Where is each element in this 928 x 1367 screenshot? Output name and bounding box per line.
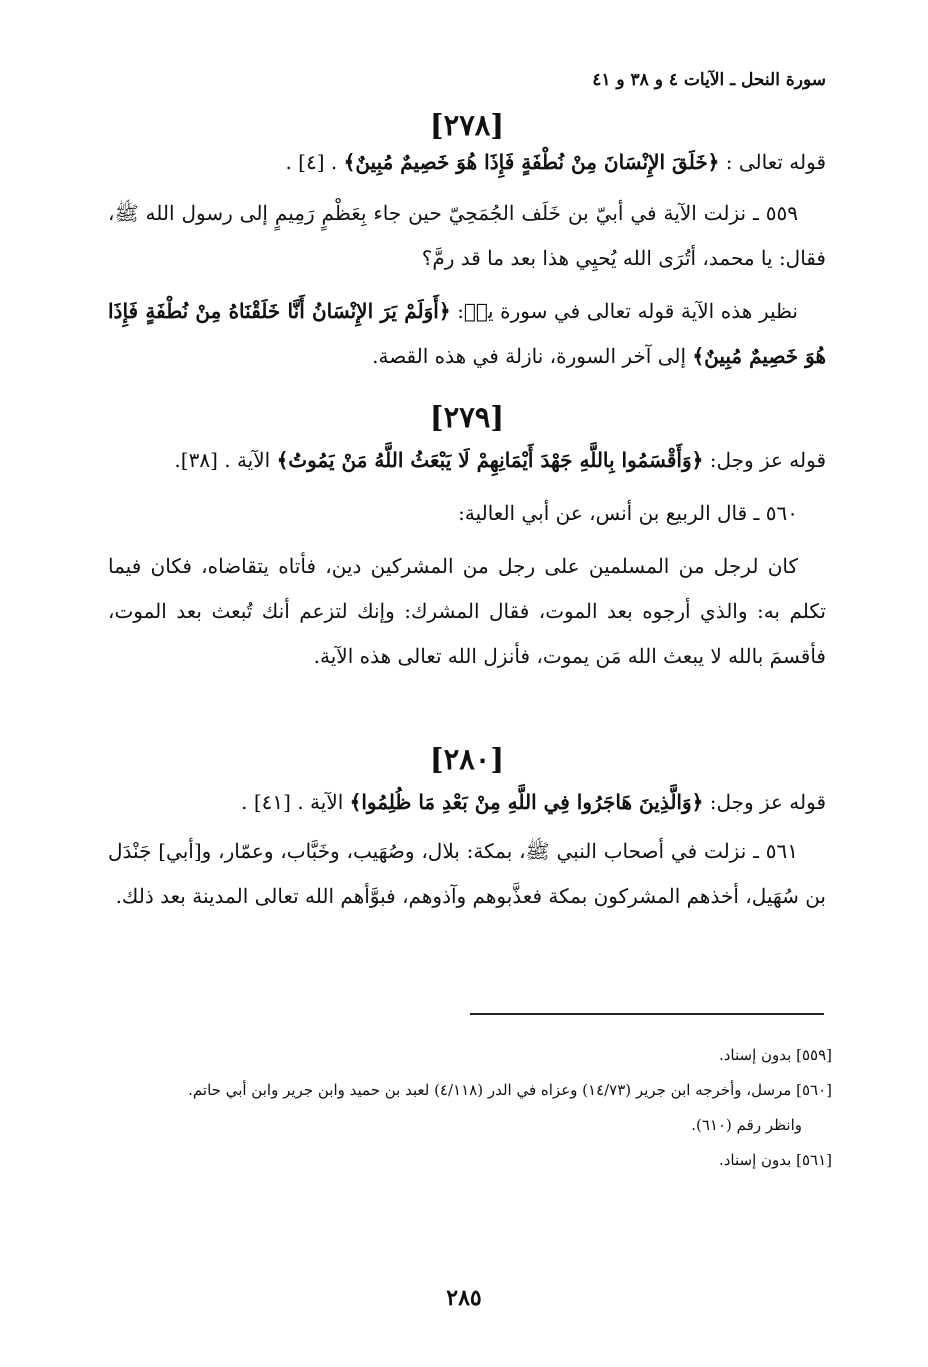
section-heading: [٢٧٩]: [429, 400, 505, 434]
footnote-559: [٥٥٩] بدون إسناد.: [718, 1046, 832, 1064]
narration-560: كان لرجل من المسلمين على رجل من المشركين دين، فأتاه يتقاضاه، فكان فيما تكلم به: والذي أرجوه بعد الموت، فقال المشرك: وإنك لتزعم أنك تُبعث بعد الموت، فأقسمَ بالله لا يبعث الله مَن يموت، فأنزل الله تعالى هذه الآية.: [108, 554, 826, 668]
verse-line: [108, 438, 826, 483]
verse-reference: الآية . [٣٨].: [174, 448, 277, 472]
quran-verse: ﴿وَأَقْسَمُوا بِاللَّهِ جَهْدَ أَيْمَانِهِمْ لَا يَبْعَثُ اللَّهُ مَنْ يَمُوتُ﴾: [276, 448, 704, 472]
section-278: [108, 108, 826, 379]
footnote-separator: [470, 1013, 824, 1015]
verse-line: [108, 780, 826, 825]
page-number: ٢٨٥: [446, 1285, 482, 1311]
footnote-561: [٥٦١] بدون إسناد.: [718, 1151, 832, 1169]
footnote-560-see-also: وانظر رقم (٦١٠).: [691, 1116, 802, 1134]
verse-reference: . [٤] .: [285, 150, 344, 174]
narration-560-intro: ٥٦٠ ـ قال الربيع بن أنس، عن أبي العالية:: [458, 501, 798, 525]
verse-reference: الآية . [٤١] .: [241, 790, 350, 814]
quran-verse-yasin: ﴿أَوَلَمْ يَرَ الإِنْسَانُ أَنَّا خَلَقْنَاهُ مِنْ نُطْفَةٍ فَإِذَا هُوَ خَصِيمٌ مُبِينٌ﴾: [108, 299, 826, 368]
section-heading: [٢٧٨]: [429, 108, 505, 142]
commentary-note: [108, 289, 826, 379]
narration-561: ٥٦١ ـ نزلت في أصحاب النبي ﷺ، بمكة: بلال، وصُهَيب، وخَبَّاب، وعمّار، و[أبي] جَنْدَل بن سُهَيل، أخذهم المشركون بمكة فعذَّبوهم وآذوهم، فبوَّأهم الله تعالى المدينة بعد ذلك.: [108, 839, 826, 908]
verse-intro: قوله عز وجل:: [703, 448, 826, 472]
header-title: سورة النحل ـ الآيات ٤ و ٣٨ و ٤١: [592, 70, 826, 90]
verse-intro: قوله عز وجل:: [703, 790, 826, 814]
footnote-560: [٥٦٠] مرسل، وأخرجه ابن جرير (١٤/٧٣) وعزاه في الدر (٤/١١٨) لعبد بن حميد وابن جرير وابن أبي حاتم.: [188, 1081, 832, 1099]
narration-559: ٥٥٩ ـ نزلت الآية في أبيّ بن خَلَف الجُمَحِيّ حين جاء بِعَظْمٍ رَمِيمٍ إلى رسول الله ﷺ، فقال: يا محمد، أتُرَى الله يُحيِي هذا بعد ما قد رمَّ؟: [108, 201, 826, 270]
section-heading: [٢٨٠]: [429, 742, 505, 776]
section-280: [108, 742, 826, 919]
footnotes: [110, 1040, 832, 1180]
quran-verse: ﴿خَلَقَ الإِنْسَانَ مِنْ نُطْفَةٍ فَإِذَا هُوَ خَصِيمٌ مُبِينٌ﴾: [343, 150, 720, 174]
note-text-before: نظير هذه الآية قوله تعالى في سورة يسۤ:: [450, 299, 798, 323]
verse-line: [108, 140, 826, 185]
running-header: [112, 70, 826, 98]
quran-verse: ﴿وَالَّذِينَ هَاجَرُوا فِي اللَّهِ مِنْ بَعْدِ مَا ظُلِمُوا﴾: [349, 790, 704, 814]
verse-intro: قوله تعالى :: [719, 150, 826, 174]
section-279: [108, 400, 826, 679]
note-text-after: إلى آخر السورة، نازلة في هذه القصة.: [372, 344, 693, 368]
